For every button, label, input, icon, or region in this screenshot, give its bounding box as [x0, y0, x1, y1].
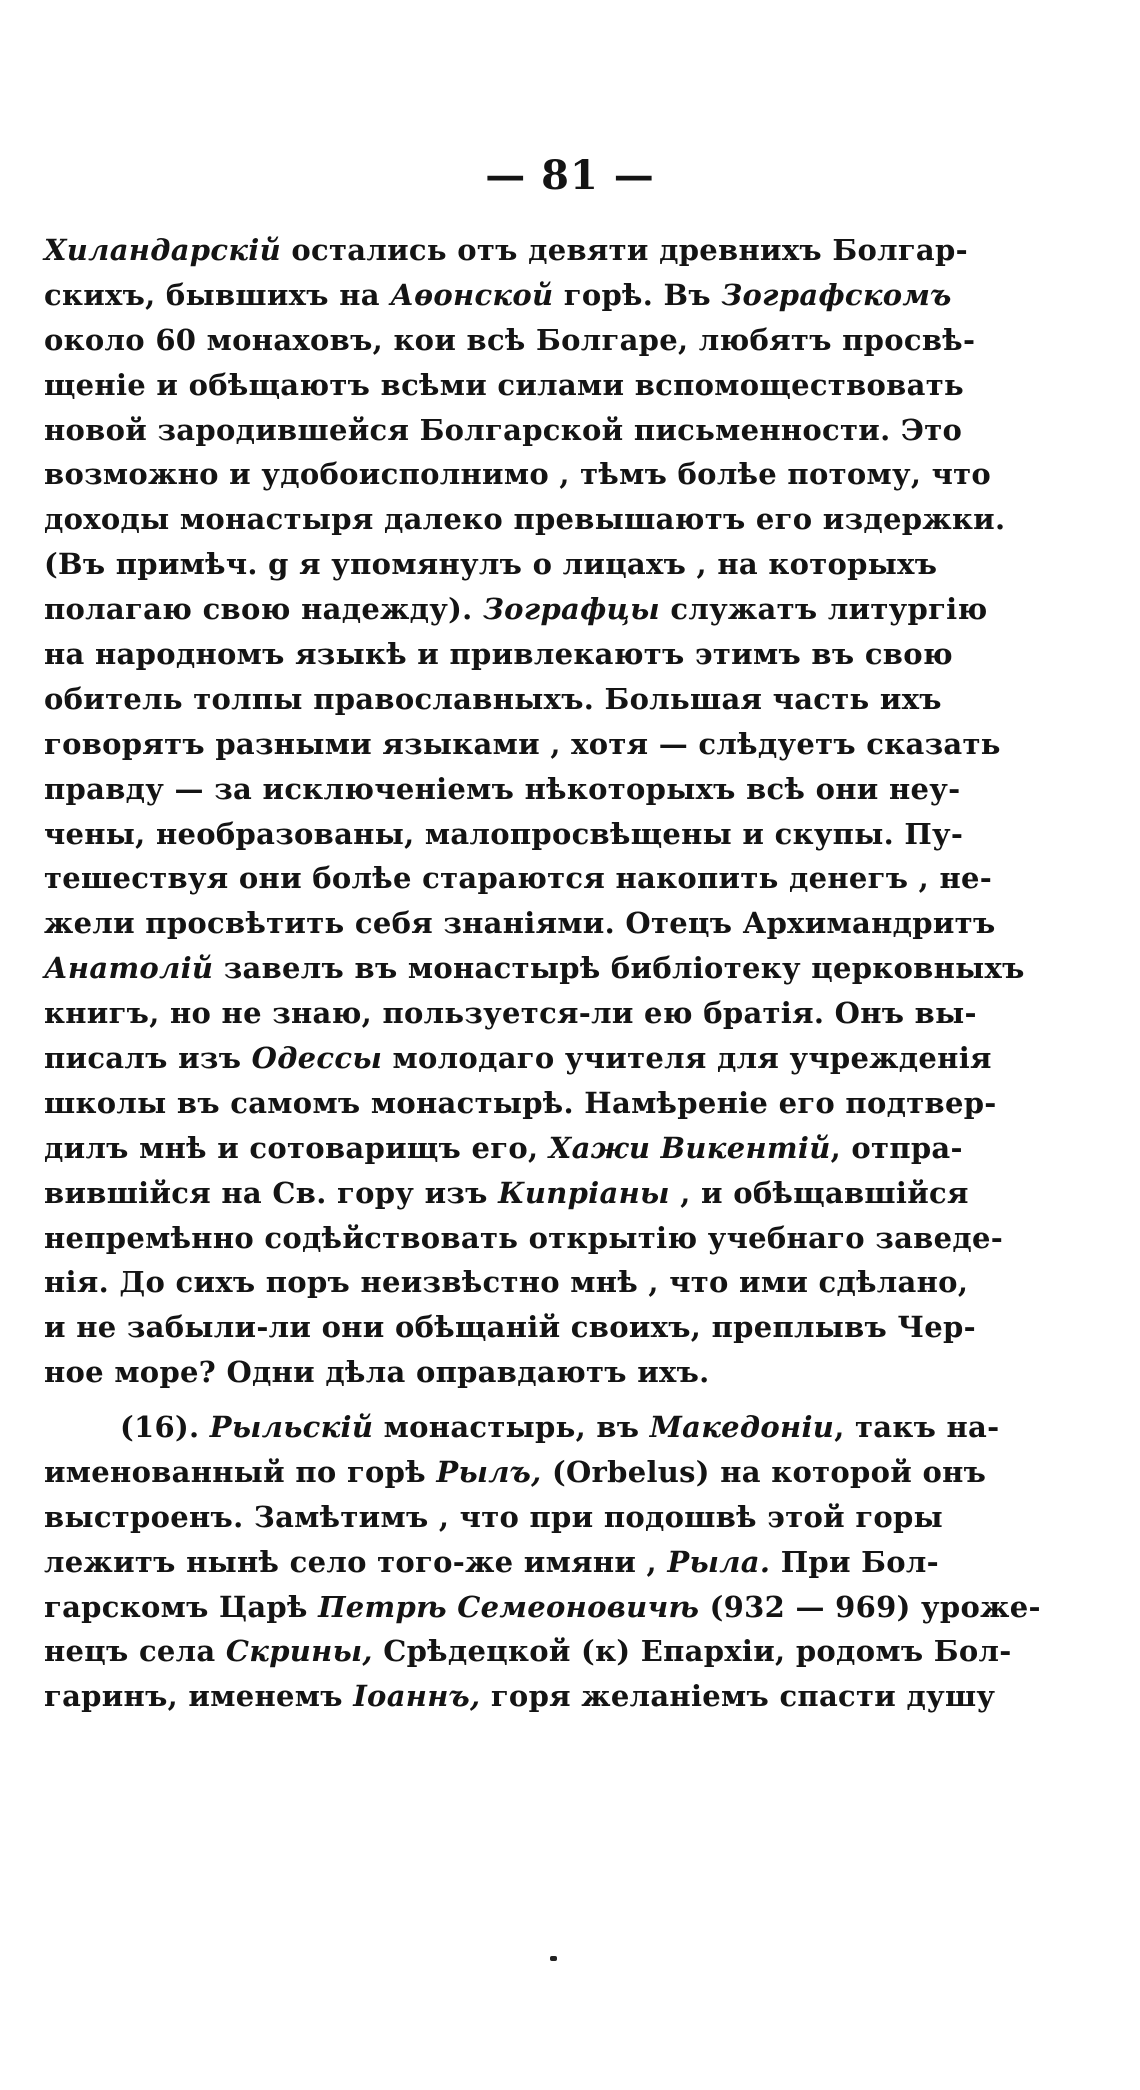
text-line [44, 1585, 1041, 1630]
italic-term: Рыла. [667, 1544, 771, 1579]
page-number: — 81 — [485, 152, 655, 199]
italic-term: Скрины, [225, 1634, 373, 1669]
text-line [44, 363, 964, 408]
text-line [44, 1126, 963, 1171]
text-line [44, 722, 1001, 767]
text-run: книгъ, но не знаю, пользуется-ли ею братія. Онъ вы- [44, 996, 977, 1031]
text-run: щеніе и обѣщаютъ всѣми силами вспомоществовать [44, 367, 964, 402]
text-run: непремѣнно содѣйствовать открытію учебнаго заведе- [44, 1220, 1004, 1255]
text-run: правду — за исключеніемъ нѣкоторыхъ всѣ они неу- [44, 771, 961, 806]
italic-term: Македоніи [649, 1410, 835, 1444]
text-line [44, 1216, 1004, 1261]
text-run: гарскомъ Царѣ [44, 1589, 319, 1624]
text-run: на народномъ языкѣ и привлекаютъ этимъ въ свою [44, 637, 953, 672]
text-run: , и обѣщавшійся [669, 1175, 969, 1210]
text-line [44, 1405, 1000, 1450]
text-line [44, 1350, 911, 1395]
text-run: около 60 монаховъ, кои всѣ Болгаре, любятъ просвѣ- [44, 322, 976, 357]
text-line [44, 901, 996, 946]
italic-term: Хажи Викентій [548, 1130, 831, 1165]
text-line [44, 1450, 987, 1495]
text-run: (16). [120, 1410, 210, 1444]
text-line [44, 1260, 969, 1305]
text-line [44, 318, 976, 363]
text-run: новой зародившейся Болгарской письменности. Это [44, 412, 963, 447]
text-line [44, 1305, 976, 1350]
text-line [44, 1674, 996, 1719]
text-run: доходы монастыря далеко превышаютъ его издержки. [44, 502, 1006, 537]
text-line [44, 1036, 992, 1081]
text-line [44, 452, 992, 497]
text-run: обитель толпы православныхъ. Большая часть ихъ [44, 681, 942, 716]
italic-term: Одессы [251, 1041, 383, 1076]
text-run: чены, необразованы, малопросвѣщены и скупы. Пу- [44, 816, 964, 851]
text-line [44, 812, 964, 857]
text-run: Срѣдецкой (к) Епархіи, родомъ Бол- [372, 1634, 1012, 1669]
text-line [44, 1540, 939, 1585]
text-run: дилъ мнѣ и сотоварищъ его, [44, 1130, 549, 1165]
text-run: говорятъ разными языками , хотя — слѣдуетъ сказать [44, 726, 1001, 761]
text-line [44, 273, 952, 318]
text-run: завелъ въ монастырѣ библіотеку церковныхъ [213, 951, 1025, 986]
text-line [44, 677, 942, 722]
text-run: , такъ на- [834, 1410, 1000, 1444]
text-run: (932 — 969) уроже- [699, 1589, 1041, 1624]
text-line [44, 1081, 997, 1126]
text-run: молодаго учителя для учрежденія [382, 1041, 992, 1076]
text-line [44, 632, 953, 677]
text-line [44, 946, 1025, 991]
italic-term: Кипріаны [498, 1175, 670, 1210]
text-run: ное море? Одни дѣла оправдаютъ ихъ. [44, 1355, 710, 1390]
text-run: горя желаніемъ спасти душу [480, 1679, 996, 1714]
text-run: вившійся на Св. гору изъ [44, 1175, 499, 1210]
text-run: остались отъ девяти древнихъ Болгар- [280, 233, 968, 267]
italic-term: Рыльскій [209, 1410, 374, 1444]
text-run: школы въ самомъ монастырѣ. Намѣреніе его подтвер- [44, 1085, 997, 1120]
italic-term: Петрѣ Семеоновичѣ [318, 1589, 700, 1624]
text-line [44, 991, 977, 1036]
text-line [44, 767, 961, 812]
text-run: горѣ. Въ [553, 277, 722, 312]
text-run: , отпра- [830, 1130, 963, 1165]
italic-term: Іоаннъ, [353, 1679, 481, 1714]
text-run: писалъ изъ [44, 1041, 252, 1076]
text-run: возможно и удобоисполнимо , тѣмъ болѣе потому, что [44, 457, 992, 492]
text-run: выстроенъ. Замѣтимъ , что при подошвѣ этой горы [44, 1499, 943, 1534]
text-line [44, 856, 993, 901]
text-run: полагаю свою надежду). [44, 592, 483, 627]
text-line [44, 587, 988, 632]
text-run: (Въ примѣч. g я упомянулъ о лицахъ , на которыхъ [44, 547, 938, 582]
text-line [44, 228, 968, 273]
text-run: и не забыли-ли они обѣщаній своихъ, преплывъ Чер- [44, 1310, 976, 1345]
text-run: (Orbelus) на которой онъ [541, 1454, 987, 1489]
text-run: лежитъ нынѣ село того-же имяни , [44, 1544, 668, 1579]
paragraph-1 [44, 228, 1025, 1395]
text-run: При Бол- [770, 1544, 939, 1579]
italic-term: Хиландарскій [44, 233, 281, 267]
text-line [44, 542, 938, 587]
text-run: служатъ литургію [659, 592, 988, 627]
text-line [44, 1495, 943, 1540]
text-run: монастырь, въ [373, 1410, 650, 1444]
text-line [44, 1629, 1012, 1674]
italic-term: Анатолій [44, 951, 214, 986]
italic-term: Зографскомъ [721, 277, 952, 312]
print-speck [550, 1956, 557, 1961]
text-run: нія. До сихъ поръ неизвѣстно мнѣ , что ими сдѣлано, [44, 1265, 969, 1300]
text-line [44, 1171, 969, 1216]
text-run: скихъ, бывшихъ на [44, 277, 391, 312]
text-line [44, 408, 963, 453]
italic-term: Рылъ, [436, 1454, 542, 1489]
italic-term: Аѳонской [390, 277, 554, 312]
text-run: гаринъ, именемъ [44, 1679, 354, 1714]
text-line [44, 497, 1006, 542]
text-run: жели просвѣтить себя знаніями. Отецъ Архимандритъ [44, 906, 996, 941]
italic-term: Зографцы [482, 592, 660, 627]
text-run: именованный по горѣ [44, 1454, 437, 1489]
text-run: тешествуя они болѣе стараются накопить денегъ , не- [44, 861, 993, 896]
text-run: нецъ села [44, 1634, 226, 1669]
paragraph-2 [44, 1405, 1041, 1719]
